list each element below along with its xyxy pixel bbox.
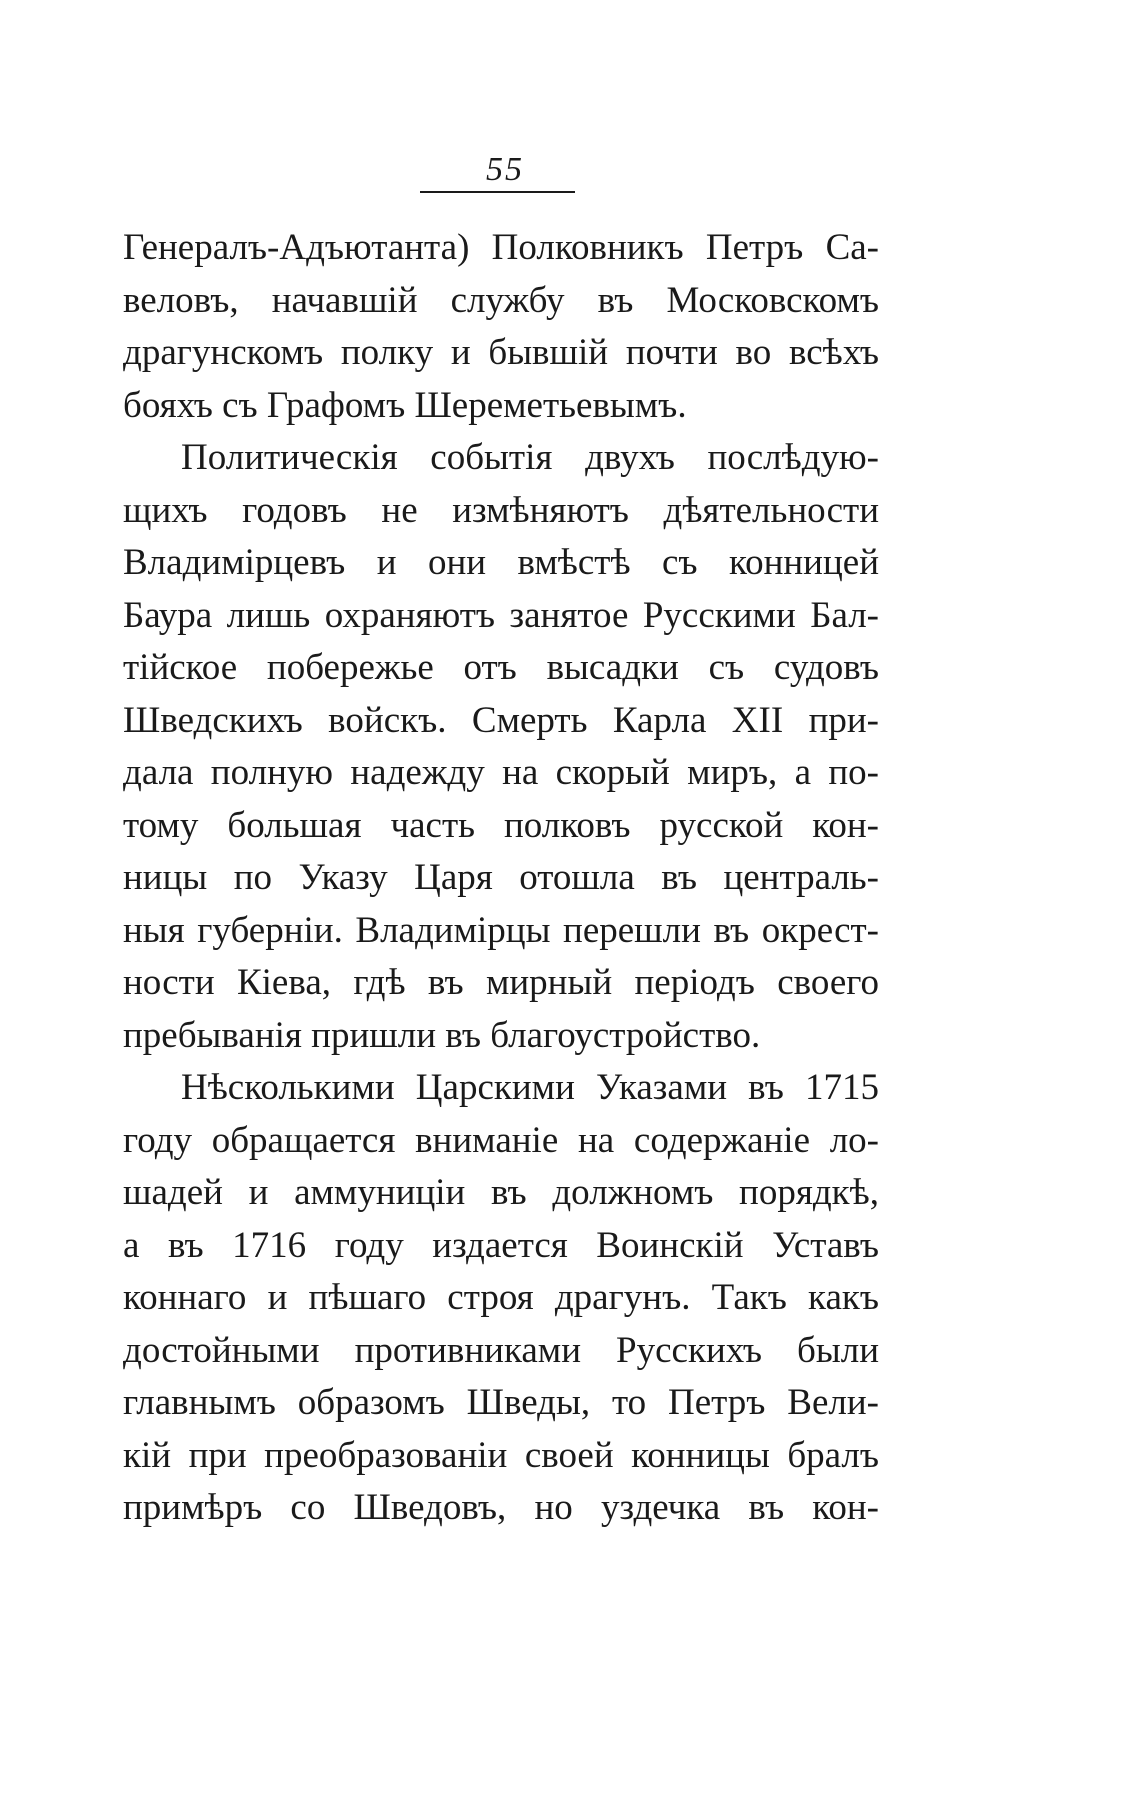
text-line: драгунскомъ полку и бывшій почти во всѣхъ xyxy=(123,332,879,373)
paragraph-first-line: Политическія событія двухъ послѣдую- xyxy=(181,437,879,478)
text-line: ницы по Указу Царя отошла въ централь- xyxy=(123,857,879,898)
text-line: главнымъ образомъ Шведы, то Петръ Вели- xyxy=(123,1382,879,1423)
text-line: шадей и аммуниціи въ должномъ порядкѣ, xyxy=(123,1172,879,1213)
text-line: Баура лишь охраняютъ занятое Русскими Бал- xyxy=(123,594,879,636)
text-line: примѣръ со Шведовъ, но уздечка въ кон- xyxy=(123,1487,879,1528)
text-line: кій при преобразованіи своей конницы бралъ xyxy=(123,1434,879,1476)
page-header xyxy=(0,150,1140,200)
text-line: ныя губерніи. Владимірцы перешли въ окрест- xyxy=(123,909,879,951)
text-line: а въ 1716 году издается Воинскій Уставъ xyxy=(123,1224,879,1266)
text-line: ности Кіева, гдѣ въ мирный періодъ своего xyxy=(123,962,879,1003)
text-line: бояхъ съ Графомъ Шереметьевымъ. xyxy=(123,384,687,426)
text-line: Шведскихъ войскъ. Смерть Карла XII при- xyxy=(123,699,879,741)
header-rule xyxy=(420,191,575,193)
text-line: веловъ, начавшій службу въ Московскомъ xyxy=(123,279,879,321)
text-line: достойными противниками Русскихъ были xyxy=(123,1329,879,1371)
text-line: Генералъ-Адъютанта) Полковникъ Петръ Са- xyxy=(123,227,879,268)
text-line: тому большая часть полковъ русской кон- xyxy=(123,804,879,846)
text-line: дала полную надежду на скорый миръ, а по- xyxy=(123,752,879,793)
body-text xyxy=(123,222,879,1535)
page-number: 55 xyxy=(486,151,524,188)
text-line: Владимірцевъ и они вмѣстѣ съ конницей xyxy=(123,542,879,583)
paragraph-first-line: Нѣсколькими Царскими Указами въ 1715 xyxy=(181,1067,879,1108)
text-line: щихъ годовъ не измѣняютъ дѣятельности xyxy=(123,489,879,531)
text-line: году обращается вниманіе на содержаніе ло- xyxy=(123,1119,879,1161)
text-line: коннаго и пѣшаго строя драгунъ. Такъ какъ xyxy=(123,1277,879,1318)
text-line: тійское побережье отъ высадки съ судовъ xyxy=(123,647,879,688)
text-line: пребыванія пришли въ благоустройство. xyxy=(123,1014,761,1056)
